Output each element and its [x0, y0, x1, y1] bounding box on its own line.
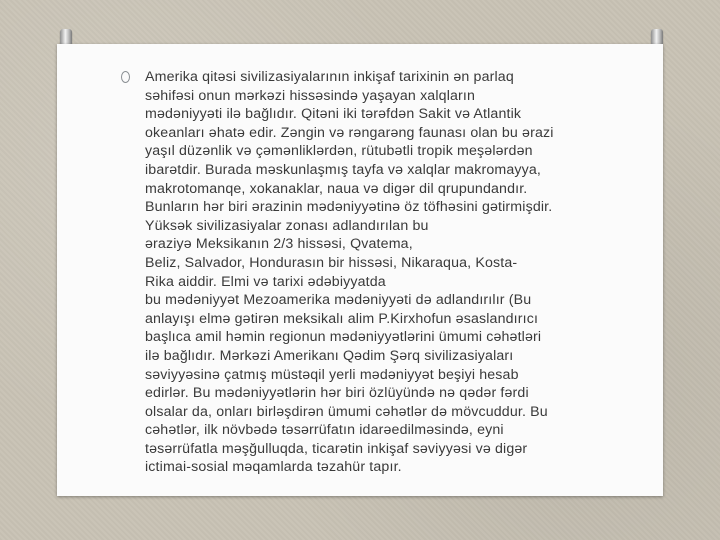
text-line: səviyyəsinə çatmış müstəqil yerli mədəniyyət beşiyi hesab	[145, 366, 519, 383]
text-line: Amerika qitəsi sivilizasiyalarının inkişaf tarixinin ən parlaq	[145, 69, 514, 85]
text-line: Yüksək sivilizasiyalar zonası adlandırılan bu	[145, 217, 429, 234]
text-line: əraziyə Meksikanın 2/3 hissəsi, Qvatema,	[145, 236, 413, 253]
text-line: ictimai-sosial məqamlarda təzahür tapır.	[145, 459, 402, 476]
hollow-circle-bullet-icon	[121, 71, 130, 83]
text-line: mədəniyyəti ilə bağlıdır. Qitəni iki tərəfdən Sakit və Atlantik	[145, 106, 522, 123]
text-line: Beliz, Salvador, Hondurasın bir hissəsi, Nikaraqua, Kosta-	[145, 254, 518, 271]
text-line: Rika aiddir. Elmi və tarixi ədəbiyyatda	[145, 273, 386, 290]
text-line: təsərrüfatla məşğulluqda, ticarətin inkişaf səviyyəsi və digər	[145, 440, 528, 457]
text-line: bu mədəniyyət Mezoamerika mədəniyyəti də adlandırılır (Bu	[145, 292, 532, 309]
text-line: edirlər. Bu mədəniyyətlərin hər biri özlüyündə nə qədər fərdi	[145, 385, 529, 402]
text-line: okeanları əhatə edir. Zəngin və rəngarəng faunası olan bu ərazi	[145, 124, 554, 141]
text-line: səhifəsi onun mərkəzi hissəsində yaşayan xalqların	[145, 87, 476, 104]
text-line: yaşıl düzənlik və çəmənliklərdən, rütubətli tropik meşələrdən	[145, 143, 533, 160]
text-line: anlayışı elmə gətirən meksikalı alim P.Kirxhofun əsaslandırıcı	[145, 310, 539, 327]
text-line: olsalar da, onları birləşdirən ümumi cəhətlər də mövcuddur. Bu	[145, 403, 548, 420]
text-line: başlıca amil həmin regionun mədəniyyətlərini ümumi cəhətləri	[145, 329, 542, 346]
body-text	[145, 68, 605, 477]
text-line: cəhətlər, ilk növbədə təsərrüfatın idarəedilməsində, eyni	[145, 422, 504, 439]
text-line: Bunların hər biri ərazinin mədəniyyətinə öz töfhəsini gətirmişdir.	[145, 199, 553, 216]
text-line: ibarətdir. Burada məskunlaşmış tayfa və xalqlar makromayya,	[145, 161, 542, 178]
text-line: makrotomanqe, xokanaklar, naua və digər dil qrupundandır.	[145, 180, 528, 197]
text-line: ilə bağlıdır. Mərkəzi Amerikanı Qədim Şərq sivilizasiyaları	[145, 347, 514, 364]
